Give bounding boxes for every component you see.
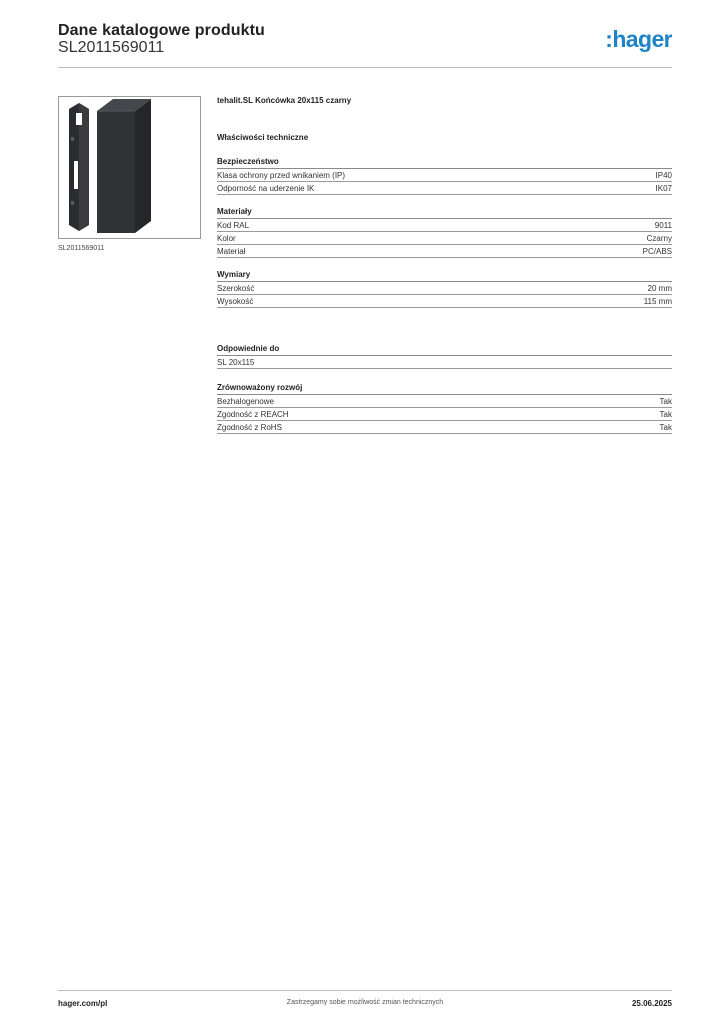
section-suitable-for bbox=[217, 344, 672, 369]
row-value: 20 mm bbox=[647, 283, 672, 293]
row-label: Kod RAL bbox=[217, 220, 250, 230]
row-label: Zgodność z RoHS bbox=[217, 422, 282, 432]
row-value: 115 mm bbox=[643, 296, 672, 306]
table-row bbox=[217, 421, 672, 434]
table-row bbox=[217, 245, 672, 258]
row-label: Odporność na uderzenie IK bbox=[217, 183, 315, 193]
product-title: tehalit.SL Końcówka 20x115 czarny bbox=[217, 96, 352, 105]
row-label: Klasa ochrony przed wnikaniem (IP) bbox=[217, 170, 346, 180]
row-label: Bezhalogenowe bbox=[217, 396, 274, 406]
document-date: 25.06.2025 bbox=[631, 999, 672, 1008]
section-materials bbox=[217, 207, 672, 258]
section-title: Wymiary bbox=[217, 270, 672, 282]
table-row bbox=[217, 169, 672, 182]
image-caption: SL2011569011 bbox=[58, 245, 105, 252]
hager-logo bbox=[592, 27, 672, 53]
section-title: Odpowiednie do bbox=[217, 344, 672, 356]
section-title: Materiały bbox=[217, 207, 672, 219]
row-value: IK07 bbox=[655, 183, 672, 193]
section-title: Bezpieczeństwo bbox=[217, 157, 672, 169]
page-footer bbox=[58, 990, 672, 1010]
row-label: SL 20x115 bbox=[217, 357, 255, 367]
website-link[interactable]: hager.com/pl bbox=[58, 999, 108, 1008]
table-row bbox=[217, 395, 672, 408]
section-sustainability bbox=[217, 383, 672, 434]
row-value: PC/ABS bbox=[642, 246, 672, 256]
row-label: Kolor bbox=[217, 233, 236, 243]
specification-panel bbox=[217, 96, 672, 434]
page-header bbox=[58, 22, 672, 68]
hager-logo-text: :hager bbox=[605, 27, 672, 52]
table-row bbox=[217, 295, 672, 308]
table-row bbox=[217, 232, 672, 245]
table-row bbox=[217, 182, 672, 195]
disclaimer-text: Zastrzegamy sobie możliwość zmian technicznych bbox=[286, 999, 444, 1006]
row-value: Tak bbox=[659, 409, 672, 419]
technical-properties-heading: Właściwości techniczne bbox=[217, 133, 309, 142]
row-label: Szerokość bbox=[217, 283, 255, 293]
end-cap-illustration bbox=[59, 97, 201, 239]
table-row bbox=[217, 282, 672, 295]
row-value: IP40 bbox=[655, 170, 672, 180]
section-safety bbox=[217, 157, 672, 195]
row-value: Tak bbox=[659, 422, 672, 432]
product-code: SL2011569011 bbox=[58, 39, 165, 56]
row-value: Tak bbox=[659, 396, 672, 406]
table-row bbox=[217, 356, 672, 369]
row-label: Materiał bbox=[217, 246, 246, 256]
product-image bbox=[58, 96, 201, 239]
table-row bbox=[217, 219, 672, 232]
table-row bbox=[217, 408, 672, 421]
section-title: Zrównoważony rozwój bbox=[217, 383, 672, 395]
row-value: 9011 bbox=[654, 220, 672, 230]
row-label: Zgodność z REACH bbox=[217, 409, 289, 419]
page-title: Dane katalogowe produktu bbox=[58, 22, 265, 39]
row-label: Wysokość bbox=[217, 296, 254, 306]
section-dimensions bbox=[217, 270, 672, 308]
row-value: Czarny bbox=[646, 233, 672, 243]
